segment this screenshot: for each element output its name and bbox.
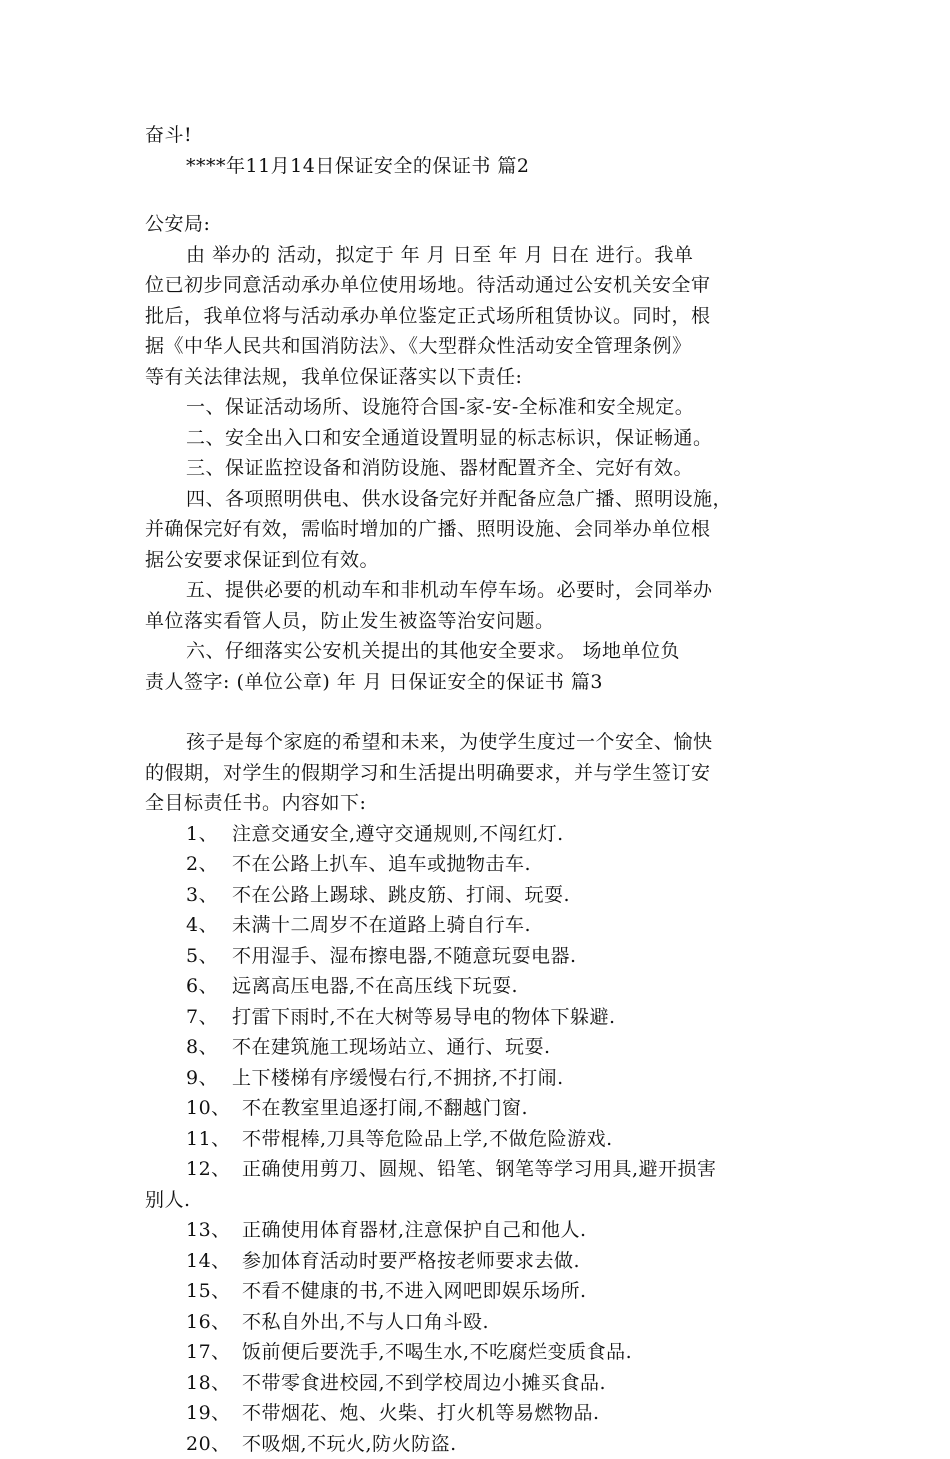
spacer	[145, 697, 810, 727]
list-text: 注意交通安全,遵守交通规则,不闯红灯.	[232, 823, 564, 845]
item-line: 单位落实看管人员，防止发生被盗等治安问题。	[145, 606, 810, 637]
list-text: 饭前便后要洗手,不喝生水,不吃腐烂变质食品.	[242, 1341, 632, 1363]
list-item	[145, 941, 810, 972]
item-line: 四、各项照明供电、供水设备完好并配备应急广播、照明设施，	[145, 484, 810, 515]
list-text: 不看不健康的书,不进入网吧即娱乐场所.	[242, 1280, 587, 1302]
list-text: 不带零食进校园,不到学校周边小摊买食品.	[242, 1372, 606, 1394]
list-text: 不在建筑施工现场站立、通行、玩耍.	[232, 1036, 551, 1058]
list-text: 参加体育活动时要严格按老师要求去做.	[242, 1250, 580, 1272]
list-number: 9、	[186, 1063, 232, 1094]
list-text: 正确使用剪刀、圆规、铅笔、钢笔等学习用具,避开损害	[242, 1158, 717, 1180]
list-number: 5、	[186, 941, 232, 972]
top-line: 奋斗!	[145, 120, 810, 151]
item-line: 三、保证监控设备和消防设施、器材配置齐全、完好有效。	[145, 453, 810, 484]
list-number: 7、	[186, 1002, 232, 1033]
list-number: 4、	[186, 910, 232, 941]
list-number: 2、	[186, 849, 232, 880]
list-item	[145, 880, 810, 911]
list-text: 不带棍棒,刀具等危险品上学,不做危险游戏.	[242, 1128, 613, 1150]
item-line: 六、仔细落实公安机关提出的其他安全要求。 场地单位负	[145, 636, 810, 667]
list-number: 14、	[186, 1246, 242, 1277]
list-item	[145, 1368, 810, 1399]
spacer	[145, 181, 810, 209]
paragraph-line: 批后，我单位将与活动承办单位鉴定正式场所租赁协议。同时，根	[145, 301, 810, 332]
salutation: 公安局:	[145, 209, 810, 240]
section2-items	[145, 392, 810, 697]
rules-list	[145, 819, 810, 1459]
list-number: 10、	[186, 1093, 242, 1124]
list-item	[145, 1063, 810, 1094]
list-number: 20、	[186, 1429, 242, 1459]
list-number: 11、	[186, 1124, 242, 1155]
list-item	[145, 971, 810, 1002]
intro-line: 全目标责任书。内容如下:	[145, 788, 810, 819]
list-item	[145, 1246, 810, 1277]
list-item	[145, 1032, 810, 1063]
list-item	[145, 1154, 810, 1185]
list-text: 不带烟花、炮、火柴、打火机等易燃物品.	[242, 1402, 600, 1424]
section2-title: ****年11月14日保证安全的保证书 篇2	[145, 151, 810, 182]
list-text: 打雷下雨时,不在大树等易导电的物体下躲避.	[232, 1006, 616, 1028]
list-number: 15、	[186, 1276, 242, 1307]
list-item	[145, 1124, 810, 1155]
item-line: 并确保完好有效，需临时增加的广播、照明设施、会同举办单位根	[145, 514, 810, 545]
list-number: 12、	[186, 1154, 242, 1185]
item-line: 二、安全出入口和安全通道设置明显的标志标识，保证畅通。	[145, 423, 810, 454]
list-item	[145, 1276, 810, 1307]
list-item	[145, 819, 810, 850]
intro-line: 孩子是每个家庭的希望和未来，为使学生度过一个安全、愉快	[145, 727, 810, 758]
list-text: 不私自外出,不与人口角斗殴.	[242, 1311, 489, 1333]
list-number: 18、	[186, 1368, 242, 1399]
list-item	[145, 849, 810, 880]
list-number: 17、	[186, 1337, 242, 1368]
list-text-continuation: 别人.	[145, 1185, 810, 1216]
list-text: 不在公路上扒车、追车或抛物击车.	[232, 853, 531, 875]
list-item	[145, 1429, 810, 1459]
list-text: 上下楼梯有序缓慢右行,不拥挤,不打闹.	[232, 1067, 564, 1089]
paragraph-line: 位已初步同意活动承办单位使用场地。待活动通过公安机关安全审	[145, 270, 810, 301]
list-item	[145, 910, 810, 941]
list-text: 不吸烟,不玩火,防火防盗.	[242, 1433, 457, 1455]
paragraph-line: 等有关法律法规，我单位保证落实以下责任:	[145, 362, 810, 393]
paragraph-line: 由 举办的 活动，拟定于 年 月 日至 年 月 日在 进行。我单	[145, 240, 810, 271]
list-item	[145, 1093, 810, 1124]
list-item	[145, 1337, 810, 1368]
list-number: 16、	[186, 1307, 242, 1338]
item-line: 一、保证活动场所、设施符合国-家-安-全标准和安全规定。	[145, 392, 810, 423]
item-line: 责人签字: (单位公章) 年 月 日保证安全的保证书 篇3	[145, 667, 810, 698]
list-text: 不在公路上踢球、跳皮筋、打闹、玩耍.	[232, 884, 570, 906]
list-item	[145, 1307, 810, 1338]
paragraph-line: 据《中华人民共和国消防法》、《大型群众性活动安全管理条例》	[145, 331, 810, 362]
list-number: 8、	[186, 1032, 232, 1063]
list-text: 未满十二周岁不在道路上骑自行车.	[232, 914, 531, 936]
item-line: 据公安要求保证到位有效。	[145, 545, 810, 576]
list-text: 不用湿手、湿布擦电器,不随意玩耍电器.	[232, 945, 577, 967]
list-item	[145, 1215, 810, 1246]
list-text: 远离高压电器,不在高压线下玩耍.	[232, 975, 518, 997]
list-item	[145, 1002, 810, 1033]
list-text: 不在教室里追逐打闹,不翻越门窗.	[242, 1097, 528, 1119]
section2-paragraph	[145, 240, 810, 393]
list-text: 正确使用体育器材,注意保护自己和他人.	[242, 1219, 587, 1241]
document-page	[145, 120, 810, 1459]
list-item	[145, 1398, 810, 1429]
list-number: 3、	[186, 880, 232, 911]
list-number: 1、	[186, 819, 232, 850]
list-number: 19、	[186, 1398, 242, 1429]
list-number: 6、	[186, 971, 232, 1002]
item-line: 五、提供必要的机动车和非机动车停车场。必要时，会同举办	[145, 575, 810, 606]
section3-intro	[145, 727, 810, 819]
list-number: 13、	[186, 1215, 242, 1246]
intro-line: 的假期，对学生的假期学习和生活提出明确要求，并与学生签订安	[145, 758, 810, 789]
